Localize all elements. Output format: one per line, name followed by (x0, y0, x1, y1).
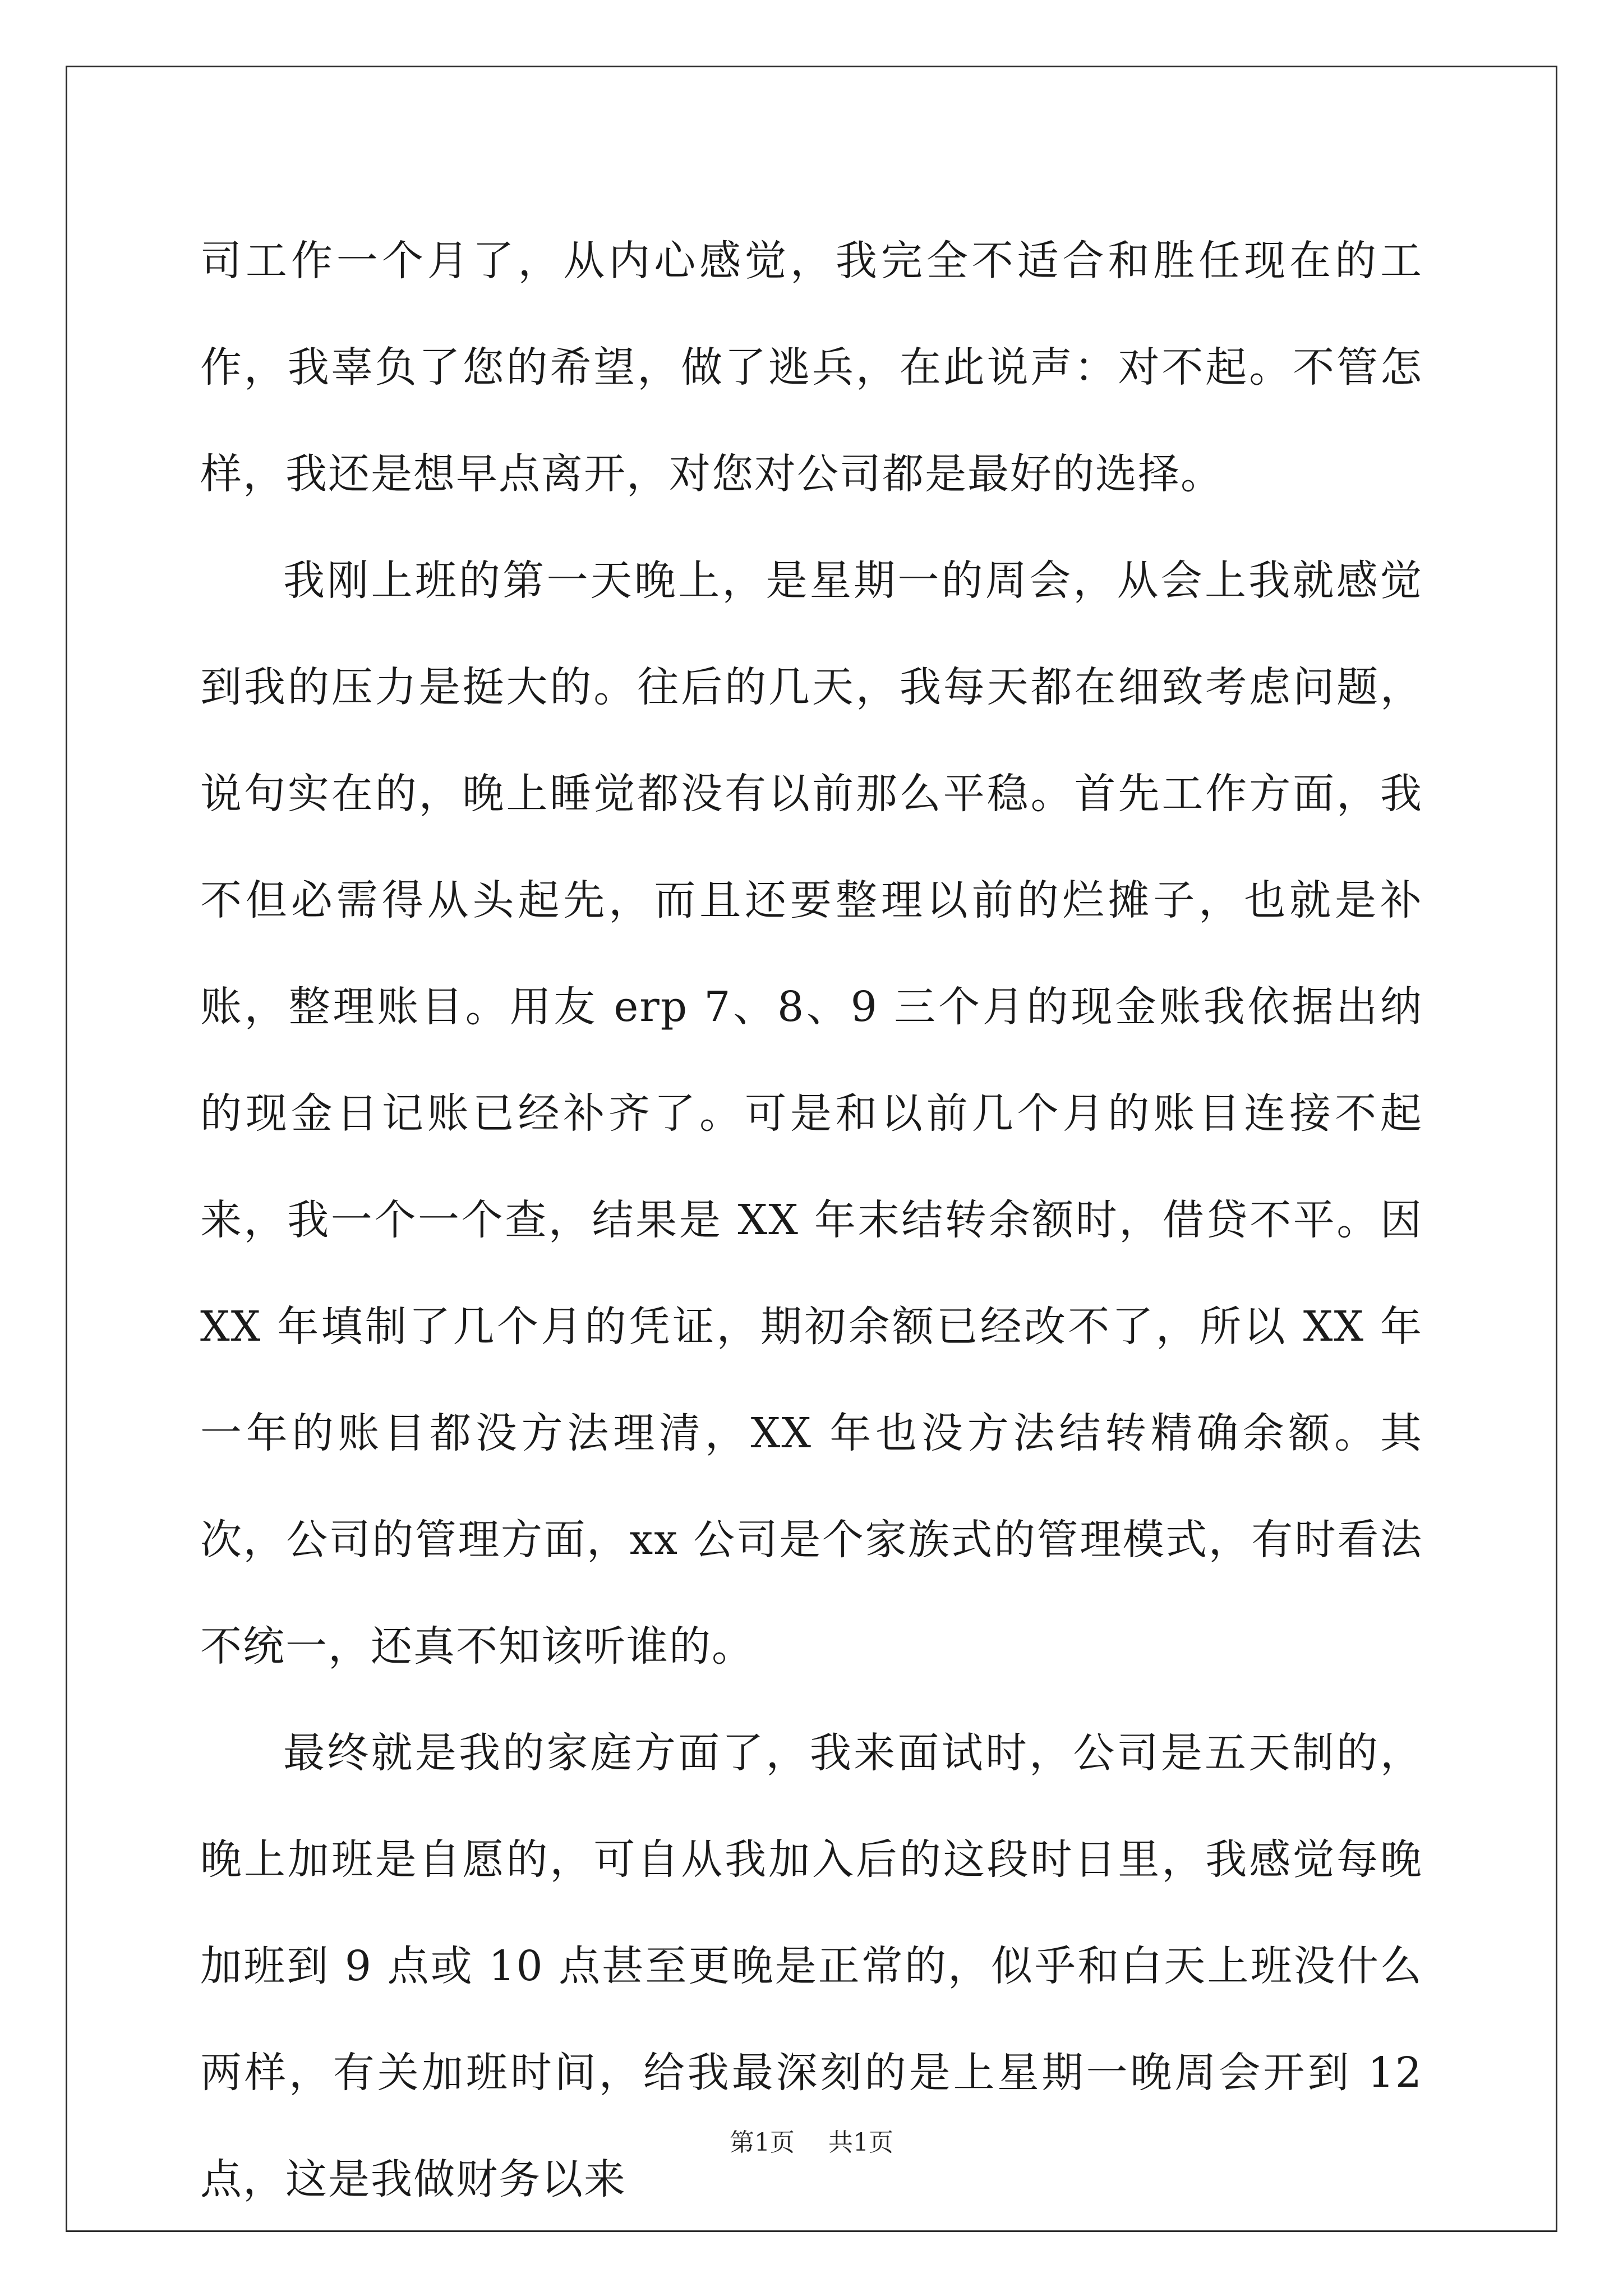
paragraph-2: 我刚上班的第一天晚上，是星期一的周会，从会上我就感觉到我的压力是挺大的。往后的几天，我每天都在细致考虑问题，说句实在的，晚上睡觉都没有以前那么平稳。首先工作方面，我不但必需得从头起先，而且还要整理以前的烂摊子，也就是补账，整理账目。用友 erp 7、8、9 三个月的现金账我依据出纳的现金日记账已经补齐了。可是和以前几个月的账目连接不起来，我一个一个查，结果是 XX 年末结转余额时，借贷不平。因 XX 年填制了几个月的凭证，期初余额已经改不了，所以 XX 年一年的账目都没方法理清，XX 年也没方法结转精确余额。其次，公司的管理方面，xx 公司是个家族式的管理模式，有时看法不统一，还真不知该听谁的。 (200, 556, 1423, 1671)
paragraph-1: 司工作一个月了，从内心感觉，我完全不适合和胜任现在的工作，我辜负了您的希望，做了逃兵，在此说声：对不起。不管怎样，我还是想早点离开，对您对公司都是最好的选择。 (200, 237, 1423, 498)
page-number-current: 第1页 (730, 2128, 795, 2157)
paragraph-3: 最终就是我的家庭方面了，我来面试时，公司是五天制的，晚上加班是自愿的，可自从我加入后的这段时日里，我感觉每晚加班到 9 点或 10 点甚至更晚是正常的，似乎和白天上班没什么两样，有关加班时间，给我最深刻的是上星期一晚周会开到 12 点，这是我做财务以来 (200, 1729, 1423, 2203)
page-number-total: 共1页 (828, 2128, 893, 2157)
page-footer (0, 2126, 1623, 2160)
document-body (200, 208, 1423, 2233)
